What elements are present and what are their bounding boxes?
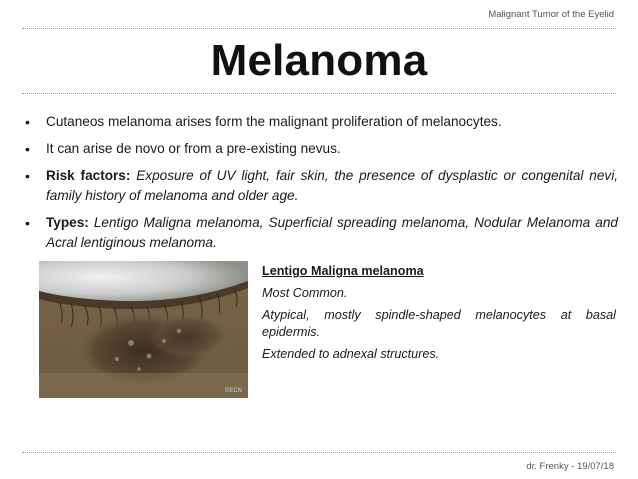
bullet-list [22, 112, 618, 260]
bullet-text: Exposure of UV light, fair skin, the presence of dysplastic or congenital nevi, family history of melanoma and older age. [46, 168, 618, 203]
bullet-label: Types: [46, 215, 89, 230]
clinical-photo [39, 261, 248, 398]
top-divider [22, 28, 616, 29]
bullet-dot-icon: • [25, 114, 30, 130]
figure-caption [262, 263, 616, 368]
bullet-text: Cutaneos melanoma arises form the malignant proliferation of melanocytes. [46, 114, 502, 129]
bullet-text: Lentigo Maligna melanoma, Superficial spreading melanoma, Nodular Melanoma and Acral lentiginous melanoma. [46, 215, 618, 250]
caption-line: Extended to adnexal structures. [262, 347, 440, 361]
header-title: Malignant Tumor of the Eyelid [488, 9, 614, 20]
bullet-item [22, 166, 618, 206]
bullet-item [22, 213, 618, 253]
bullet-item [22, 112, 618, 132]
footer-author-date: dr. Frenky - 19/07/18 [526, 461, 614, 472]
bullet-text: It can arise de novo or from a pre-existing nevus. [46, 141, 341, 156]
bullet-label: Risk factors: [46, 168, 131, 183]
caption-line: Atypical, mostly spindle-shaped melanocytes at basal epidermis. [262, 308, 616, 339]
caption-line: Most Common. [262, 286, 348, 300]
bullet-dot-icon: • [25, 215, 30, 231]
title-divider [22, 93, 616, 94]
bullet-dot-icon: • [25, 141, 30, 157]
caption-title: Lentigo Maligna melanoma [262, 264, 424, 278]
footer-divider [22, 452, 616, 453]
bullet-dot-icon: • [25, 168, 30, 184]
bullet-item [22, 139, 618, 159]
slide-title: Melanoma [210, 36, 428, 85]
photo-copyright: ©ECN [224, 388, 242, 394]
